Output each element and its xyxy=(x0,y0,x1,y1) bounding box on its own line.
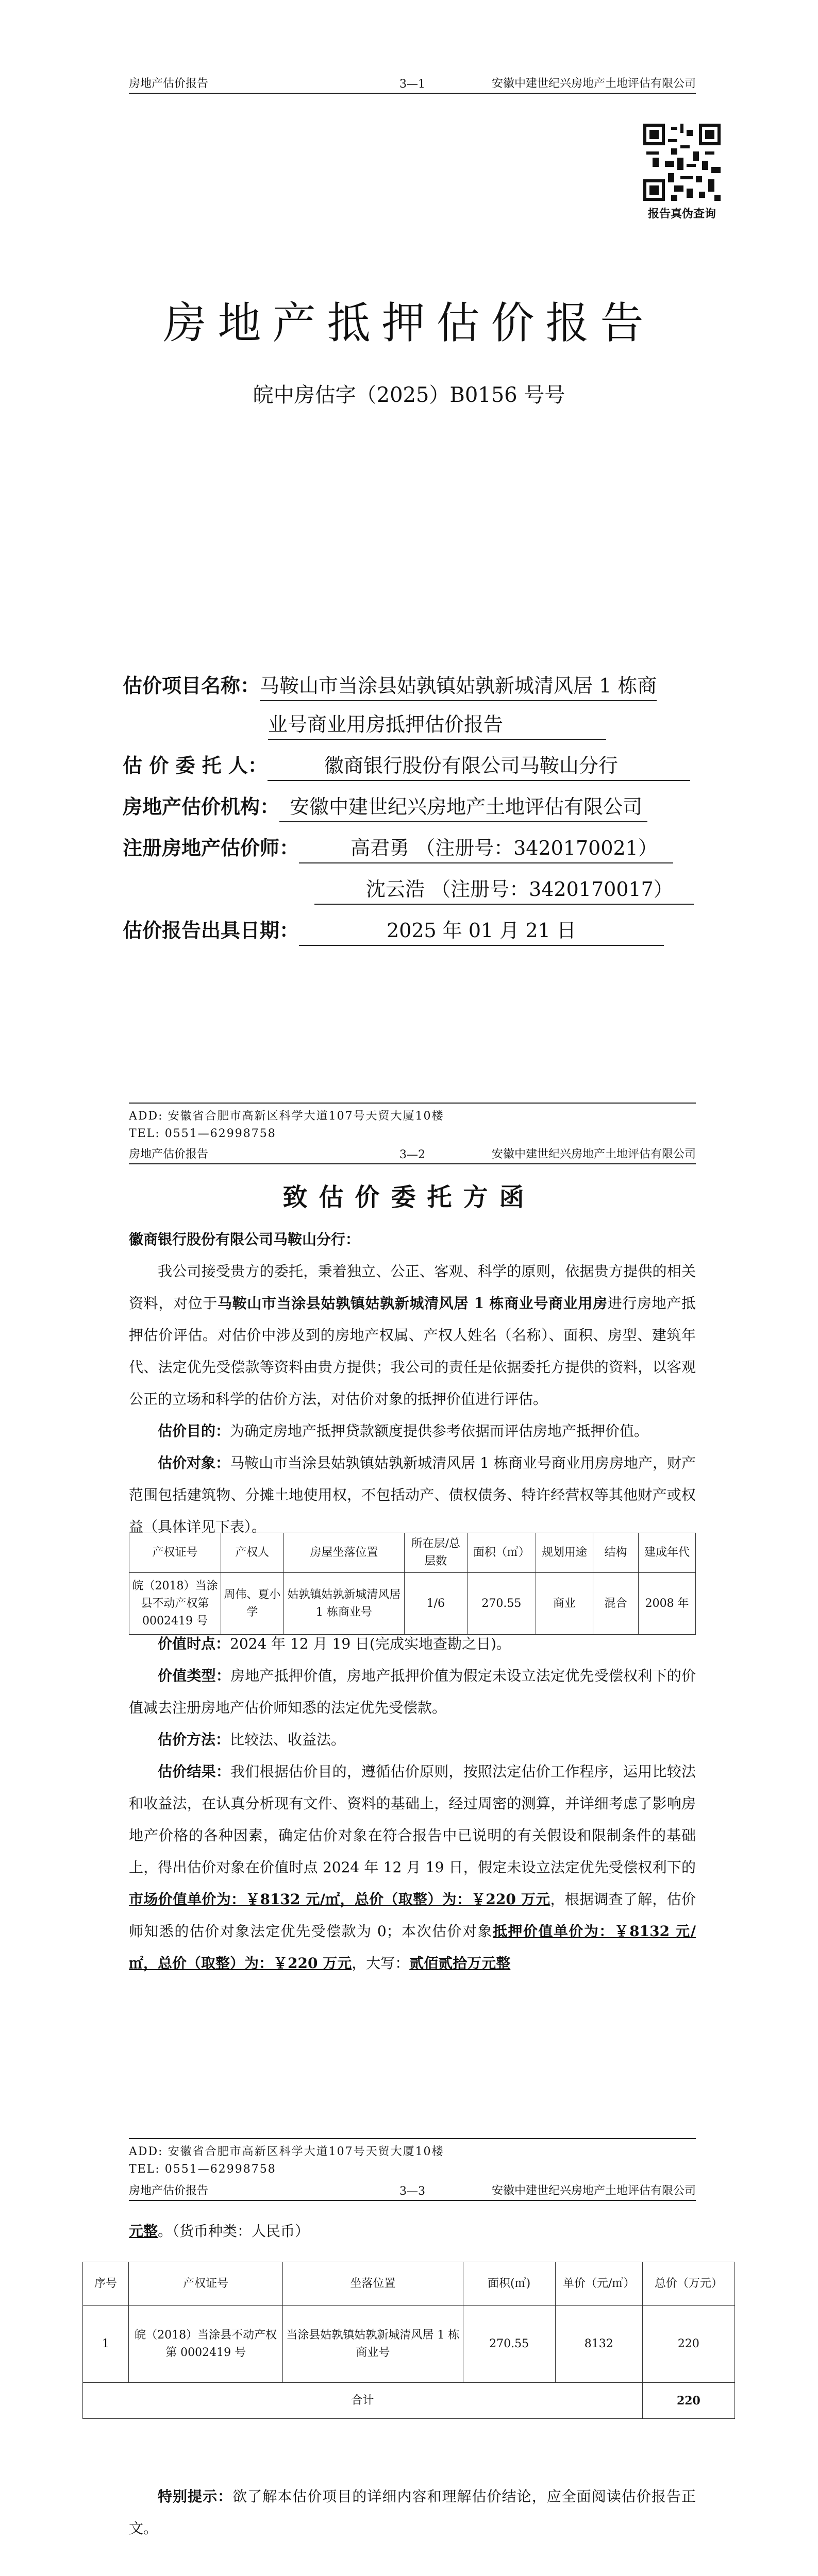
appraiser-label: 注册房地产估价师： xyxy=(123,836,299,859)
appraiser-row xyxy=(123,832,673,863)
summary-total-row xyxy=(83,2383,735,2419)
mortgage-value: 抵押价值单价为：￥8132 元/㎡，总价（取整）为：￥220 万元 xyxy=(129,1923,696,1972)
qr-caption: 报告真伪查询 xyxy=(647,207,716,221)
result-paragraph xyxy=(129,1756,696,1979)
page-footer xyxy=(129,1103,696,1143)
total-label: 合计 xyxy=(83,2383,643,2419)
letter-body-1 xyxy=(129,1224,696,1543)
page-header xyxy=(129,2179,696,2201)
issue-date-value: 2025 年 01 月 21 日 xyxy=(299,914,664,946)
project-name-row xyxy=(123,670,657,701)
sth-cert: 产权证号 xyxy=(129,2262,283,2306)
header-left: 房地产估价报告 xyxy=(129,1148,209,1161)
header-page: 3—1 xyxy=(399,78,425,91)
method-paragraph xyxy=(129,1724,696,1756)
result-a: 我们根据估价目的，遵循估价原则，按照法定估价工作程序，运用比较法和收益法，在认真分析现有文件、资料的基础上，经过周密的测算，并详细考虑了影响房地产价格的各种因素，确定估价对象在符合报告中已说明的有关假设和限制条件的基础上，得出估价对象在价值时点 2024 年 12 月 19 日，假定未设立法定优先受偿权利下的 xyxy=(129,1763,696,1876)
header-left: 房地产估价报告 xyxy=(129,77,209,90)
std-total: 220 xyxy=(642,2306,734,2383)
td-cert: 皖（2018）当涂县不动产权第 0002419 号 xyxy=(129,1573,221,1635)
appraiser-value-2: 沈云浩 （注册号：3420170017） xyxy=(314,873,694,905)
project-name-row-2 xyxy=(268,708,606,740)
type-paragraph xyxy=(129,1660,696,1724)
time-text: 2024 年 12 月 19 日(完成实地查勘之日)。 xyxy=(230,1635,511,1652)
th-owner: 产权人 xyxy=(221,1533,283,1573)
purpose-label: 估价目的： xyxy=(158,1422,230,1439)
purpose-text: 为确定房地产抵押贷款额度提供参考依据而评估房地产抵押价值。 xyxy=(230,1422,649,1439)
agency-label: 房地产估价机构： xyxy=(123,795,280,818)
td-use: 商业 xyxy=(536,1573,593,1635)
th-cert: 产权证号 xyxy=(129,1533,221,1573)
currency-note: 。（货币种类：人民币） xyxy=(158,2223,310,2240)
table-row xyxy=(83,2306,735,2383)
td-year: 2008 年 xyxy=(639,1573,696,1635)
client-value: 徽商银行股份有限公司马鞍山分行 xyxy=(268,750,690,781)
notice-label: 特别提示： xyxy=(158,2488,233,2505)
th-year: 建成年代 xyxy=(639,1533,696,1573)
value-in-words-end: 元整 xyxy=(129,2223,158,2240)
addressee: 徽商银行股份有限公司马鞍山分行： xyxy=(129,1231,360,1248)
object-label: 估价对象： xyxy=(158,1454,230,1471)
purpose-paragraph xyxy=(129,1415,696,1447)
appraiser-value-1: 高君勇 （注册号：3420170021） xyxy=(299,832,673,863)
th-structure: 结构 xyxy=(593,1533,638,1573)
td-floor: 1/6 xyxy=(404,1573,467,1635)
result-c: ，根据调查了解，估价师知悉的估价对象法定优先受偿款为 0；本次估价对象 xyxy=(129,1891,696,1940)
agency-row xyxy=(123,791,647,822)
footer-tel: TEL: 0551—62998758 xyxy=(129,1127,276,1140)
th-location: 房屋坐落位置 xyxy=(283,1533,404,1573)
page-header xyxy=(129,1143,696,1164)
client-label: 估 价 委 托 人： xyxy=(123,754,268,777)
td-owner: 周伟、夏小学 xyxy=(221,1573,283,1635)
appraiser-row-2 xyxy=(314,873,694,905)
agency-value: 安徽中建世纪兴房地产土地评估有限公司 xyxy=(279,791,647,822)
qr-code-icon[interactable] xyxy=(643,124,721,201)
sth-index: 序号 xyxy=(83,2262,129,2306)
footer-tel: TEL: 0551—62998758 xyxy=(129,2163,276,2176)
std-price: 8132 xyxy=(555,2306,642,2383)
header-right: 安徽中建世纪兴房地产土地评估有限公司 xyxy=(491,1148,696,1161)
std-location: 当涂县姑孰镇姑孰新城清风居 1 栋商业号 xyxy=(283,2306,463,2383)
type-label: 价值类型： xyxy=(158,1667,231,1684)
sth-location: 坐落位置 xyxy=(283,2262,463,2306)
letter-body-2 xyxy=(129,1628,696,1979)
header-right: 安徽中建世纪兴房地产土地评估有限公司 xyxy=(491,77,696,90)
th-floor: 所在层/总层数 xyxy=(404,1533,467,1573)
header-right: 安徽中建世纪兴房地产土地评估有限公司 xyxy=(491,2184,696,2197)
intro-a: 我公司接受贵方的委托，秉着独立、公正、客观、科学的原则，依据贵方提供的相关资料，对位于 xyxy=(129,1263,696,1312)
th-use: 规划用途 xyxy=(536,1533,593,1573)
summary-table xyxy=(82,2262,735,2419)
std-area: 270.55 xyxy=(463,2306,555,2383)
header-page: 3—2 xyxy=(399,1148,425,1161)
footer-address: ADD: 安徽省合肥市高新区科学大道107号天贸大厦10楼 xyxy=(129,1110,444,1123)
report-number: 皖中房估字（2025）B0156 号号 xyxy=(253,383,565,407)
issue-date-row xyxy=(123,914,664,946)
method-text: 比较法、收益法。 xyxy=(230,1731,346,1748)
th-area: 面积（㎡） xyxy=(467,1533,536,1573)
time-label: 价值时点： xyxy=(158,1635,230,1652)
td-location: 姑孰镇姑孰新城清风居 1 栋商业号 xyxy=(283,1573,404,1635)
intro-c: 进行房地产抵押估价评估。对估价中涉及到的房地产权属、产权人姓名（名称）、面积、房型、建筑年代、法定优先受偿款等资料由贵方提供；我公司的责任是依据委托方提供的资料，以客观公正的立场和科学的估价方法，对估价对象的抵押价值进行评估。 xyxy=(129,1295,696,1408)
object-text: 马鞍山市当涂县姑孰镇姑孰新城清风居 1 栋商业号商业用房房地产，财产范围包括建筑物、分摊土地使用权，不包括动产、债权债务、特许经营权等其他财产或权益（具体详见下表）。 xyxy=(129,1454,696,1535)
sth-area: 面积(㎡) xyxy=(463,2262,555,2306)
notice-text: 欲了解本估价项目的详细内容和理解估价结论，应全面阅读估价报告正文。 xyxy=(129,2488,696,2537)
time-paragraph xyxy=(129,1628,696,1660)
project-name-value: 马鞍山市当涂县姑孰镇姑孰新城清风居 1 栋商 xyxy=(260,670,657,701)
header-page: 3—3 xyxy=(399,2185,425,2198)
notice-paragraph xyxy=(129,2481,696,2545)
letter-title: 致估价委托方函 xyxy=(282,1183,536,1212)
result-e: ，大写： xyxy=(352,1955,410,1972)
page-header xyxy=(129,72,696,94)
type-text: 房地产抵押价值，房地产抵押价值为假定未设立法定优先受偿权利下的价值减去注册房地产估价师知悉的法定优先受偿款。 xyxy=(129,1667,696,1716)
std-cert: 皖（2018）当涂县不动产权第 0002419 号 xyxy=(129,2306,283,2383)
table-header-row xyxy=(129,1533,696,1573)
total-value: 220 xyxy=(642,2383,734,2419)
object-paragraph xyxy=(129,1447,696,1543)
project-name-label: 估价项目名称： xyxy=(123,674,260,697)
intro-property: 马鞍山市当涂县姑孰镇姑孰新城清风居 1 栋商业号商业用房 xyxy=(217,1295,608,1312)
td-area: 270.55 xyxy=(467,1573,536,1635)
property-table xyxy=(129,1533,696,1635)
table-row xyxy=(129,1573,696,1635)
header-left: 房地产估价报告 xyxy=(129,2184,209,2197)
page-footer xyxy=(129,2138,696,2178)
td-structure: 混合 xyxy=(593,1573,638,1635)
footer-address: ADD: 安徽省合肥市高新区科学大道107号天贸大厦10楼 xyxy=(129,2145,444,2158)
method-label: 估价方法： xyxy=(158,1731,230,1748)
sth-price: 单价（元/㎡） xyxy=(555,2262,642,2306)
market-value: 市场价值单价为：￥8132 元/㎡，总价（取整）为：￥220 万元 xyxy=(129,1891,550,1908)
report-title: 房地产抵押估价报告 xyxy=(163,298,655,348)
client-row xyxy=(123,750,690,781)
std-index: 1 xyxy=(83,2306,129,2383)
intro-paragraph xyxy=(129,1256,696,1415)
sth-total: 总价（万元） xyxy=(642,2262,734,2306)
issue-date-label: 估价报告出具日期： xyxy=(123,919,299,942)
result-label: 估价结果： xyxy=(158,1763,231,1780)
value-in-words: 贰佰贰拾万元整 xyxy=(409,1955,511,1972)
currency-line xyxy=(129,2215,696,2247)
summary-header-row xyxy=(83,2262,735,2306)
project-name-value-2: 业号商业用房抵押估价报告 xyxy=(268,708,606,740)
